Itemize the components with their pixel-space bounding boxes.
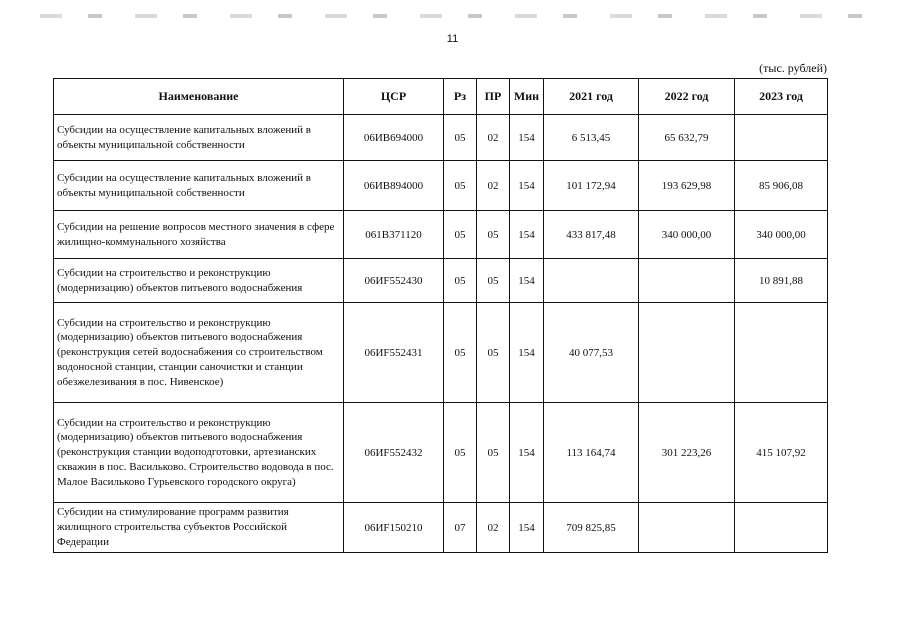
row-csr: 06ИF552432 xyxy=(344,403,444,503)
row-name: Субсидии на решение вопросов местного значения в сфере жилищно-коммунального хозяйства xyxy=(54,211,344,259)
row-2021: 101 172,94 xyxy=(544,161,639,211)
row-name: Субсидии на строительство и реконструкцию (модернизацию) объектов питьевого водоснабжения (реконструкция сетей водоснабжения со строительством водоносной станции, станции саночистки и станции обезжелезивания в пос. Нивенское) xyxy=(54,303,344,403)
row-2022: 301 223,26 xyxy=(639,403,735,503)
row-min: 154 xyxy=(510,503,544,553)
table-row xyxy=(54,259,828,303)
header-name: Наименование xyxy=(54,79,344,115)
row-2021 xyxy=(544,259,639,303)
row-rz: 05 xyxy=(444,259,477,303)
row-rz: 05 xyxy=(444,211,477,259)
scan-edge-artifact xyxy=(40,14,885,18)
row-2023: 85 906,08 xyxy=(735,161,828,211)
row-2021: 709 825,85 xyxy=(544,503,639,553)
row-csr: 06ИВ694000 xyxy=(344,115,444,161)
table-row xyxy=(54,503,828,553)
header-rz: Рз xyxy=(444,79,477,115)
row-csr: 06ИВ894000 xyxy=(344,161,444,211)
row-pr: 05 xyxy=(477,303,510,403)
row-csr: 06ИF552430 xyxy=(344,259,444,303)
row-min: 154 xyxy=(510,161,544,211)
row-rz: 05 xyxy=(444,403,477,503)
row-2023: 340 000,00 xyxy=(735,211,828,259)
row-2023: 10 891,88 xyxy=(735,259,828,303)
header-pr: ПР xyxy=(477,79,510,115)
row-name: Субсидии на осуществление капитальных вложений в объекты муниципальной собственности xyxy=(54,115,344,161)
row-rz: 05 xyxy=(444,161,477,211)
row-2022 xyxy=(639,503,735,553)
row-2023 xyxy=(735,303,828,403)
row-name: Субсидии на строительство и реконструкцию (модернизацию) объектов питьевого водоснабжения xyxy=(54,259,344,303)
row-pr: 05 xyxy=(477,259,510,303)
table-header-row xyxy=(54,79,828,115)
row-name: Субсидии на осуществление капитальных вложений в объекты муниципальной собственности xyxy=(54,161,344,211)
row-name: Субсидии на строительство и реконструкцию (модернизацию) объектов питьевого водоснабжения (реконструкция станции водоподготовки, артезианских скважин в пос. Васильково. Строительство водовода в пос. Малое Васильково Гурьевского городского округа) xyxy=(54,403,344,503)
row-2022: 193 629,98 xyxy=(639,161,735,211)
row-2023 xyxy=(735,503,828,553)
table-row xyxy=(54,403,828,503)
row-rz: 07 xyxy=(444,503,477,553)
header-2021: 2021 год xyxy=(544,79,639,115)
row-min: 154 xyxy=(510,211,544,259)
row-2023 xyxy=(735,115,828,161)
row-2022: 340 000,00 xyxy=(639,211,735,259)
row-pr: 02 xyxy=(477,161,510,211)
row-csr: 06ИF150210 xyxy=(344,503,444,553)
row-min: 154 xyxy=(510,303,544,403)
row-2022 xyxy=(639,303,735,403)
header-2023: 2023 год xyxy=(735,79,828,115)
row-min: 154 xyxy=(510,403,544,503)
row-2021: 40 077,53 xyxy=(544,303,639,403)
row-2022 xyxy=(639,259,735,303)
header-2022: 2022 год xyxy=(639,79,735,115)
row-2022: 65 632,79 xyxy=(639,115,735,161)
row-csr: 06ИF552431 xyxy=(344,303,444,403)
row-min: 154 xyxy=(510,259,544,303)
row-pr: 02 xyxy=(477,115,510,161)
unit-note: (тыс. рублей) xyxy=(759,61,827,75)
row-pr: 02 xyxy=(477,503,510,553)
table-row xyxy=(54,115,828,161)
table-row xyxy=(54,211,828,259)
row-min: 154 xyxy=(510,115,544,161)
row-2021: 433 817,48 xyxy=(544,211,639,259)
table-row xyxy=(54,161,828,211)
row-name: Субсидии на стимулирование программ развития жилищного строительства субъектов Российской Федерации xyxy=(54,503,344,553)
budget-table xyxy=(53,78,828,553)
header-min: Мин xyxy=(510,79,544,115)
row-2021: 113 164,74 xyxy=(544,403,639,503)
page-number: 11 xyxy=(446,33,459,45)
row-pr: 05 xyxy=(477,211,510,259)
row-rz: 05 xyxy=(444,115,477,161)
row-rz: 05 xyxy=(444,303,477,403)
row-pr: 05 xyxy=(477,403,510,503)
row-csr: 061В371120 xyxy=(344,211,444,259)
table-row xyxy=(54,303,828,403)
row-2023: 415 107,92 xyxy=(735,403,828,503)
header-csr: ЦСР xyxy=(344,79,444,115)
row-2021: 6 513,45 xyxy=(544,115,639,161)
